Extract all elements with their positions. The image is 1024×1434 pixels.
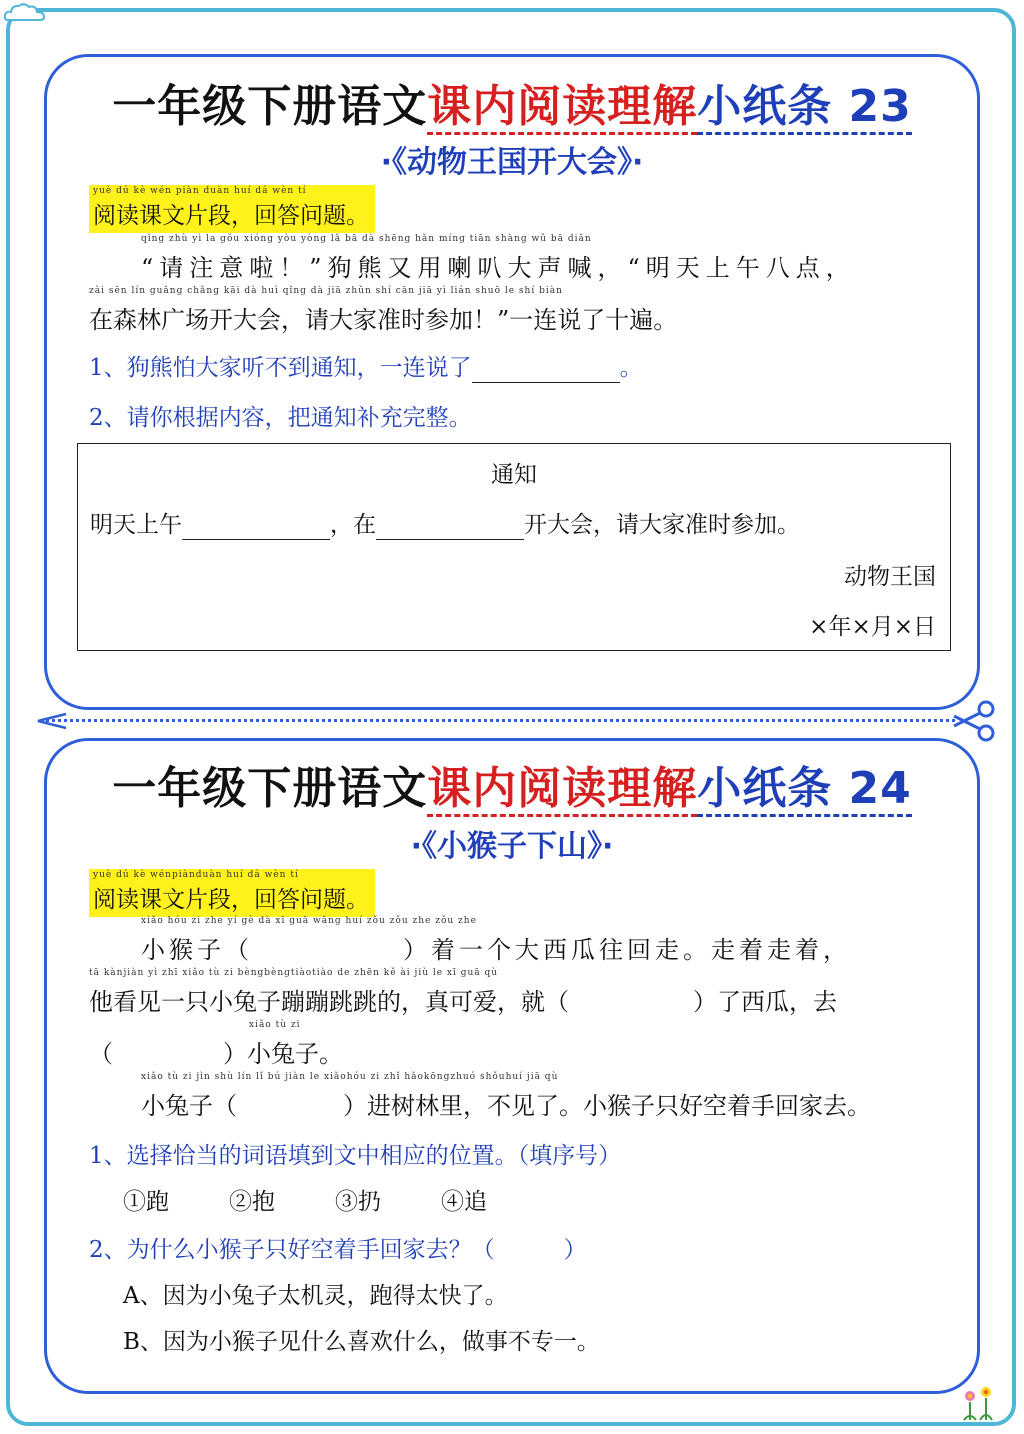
notice-date: ×年×月×日 xyxy=(809,614,936,640)
reading-card-24 xyxy=(44,738,980,1394)
passage-line: qǐng zhù yì la gǒu xióng yòu yòng lǎ bā dà shēng hǎn míng tiān shàng wǔ bā diǎn “请注意啦！”狗熊又用喇叭大声喊，“明天上午八点， xyxy=(141,234,856,282)
notice-box xyxy=(77,443,951,651)
option[interactable]: ③扔 xyxy=(335,1189,381,1215)
cloud-icon xyxy=(4,2,46,22)
instruction-banner: yuè dú kè wén piàn duàn huí dá wèn tí 阅读课文片段，回答问题。 xyxy=(89,185,375,233)
option[interactable]: ①跑 xyxy=(123,1189,169,1215)
choice-a[interactable]: A、因为小兔子太机灵，跑得太快了。 xyxy=(123,1283,508,1309)
option[interactable]: ④追 xyxy=(441,1189,487,1215)
option[interactable]: ②抱 xyxy=(229,1189,275,1215)
passage-line: xiǎo hóu zi zhe yí gè dà xī guā wǎng huí zǒu zǒu zhe zǒu zhe 小猴子（ ）着一个大西瓜往回走。走着走着， xyxy=(141,916,851,964)
flower-icon xyxy=(956,1382,1002,1422)
instruction-banner: yuè dú kè wénpiànduàn huí dá wèn tí 阅读课文片段，回答问题。 xyxy=(89,869,375,917)
lesson-title: ·《小猴子下山》· xyxy=(410,829,614,864)
passage-line: tā kànjiàn yì zhī xiǎo tù zi bèngbèngtiàotiào de zhēn kě ài jiù le xī guā qù 他看见一只小兔子蹦蹦跳跳的，真可爱，就（ ）了西瓜，去 xyxy=(89,968,837,1016)
passage-line: zài sēn lín guǎng chǎng kāi dà huì qǐng dà jiā zhǔn shí cān jiā yì lián shuō le shí biàn 在森林广场开大会，请大家准时参加！”一连说了十遍。 xyxy=(89,286,678,334)
answer-blank[interactable] xyxy=(472,358,620,383)
place-blank[interactable] xyxy=(376,515,524,540)
question-1: 1、选择恰当的词语填到文中相应的位置。（填序号） xyxy=(89,1143,622,1169)
notice-title: 通知 xyxy=(491,462,537,488)
notice-signature: 动物王国 xyxy=(844,564,936,590)
cut-line xyxy=(40,719,955,724)
question-2: 2、请你根据内容，把通知补充完整。 xyxy=(89,405,472,431)
time-blank[interactable] xyxy=(182,515,330,540)
reading-card-23 xyxy=(44,54,980,710)
question-2: 2、为什么小猴子只好空着手回家去？（ ） xyxy=(89,1237,587,1263)
passage-line: xiǎo tù zi （ ）小兔子。 xyxy=(89,1020,343,1068)
passage-line: xiǎo tù zi jìn shù lín lǐ bú jiàn le xiǎohóu zi zhǐ hǎokōngzhuó shǒuhuí jiā qù 小兔子（ ）进树林里，不见了。小猴子只好空着手回家去。 xyxy=(141,1072,871,1120)
card-title: 一年级下册语文课内阅读理解小纸条 23 xyxy=(47,79,977,135)
scissors-icon xyxy=(950,700,996,742)
notice-body: 明天上午 ，在 开大会，请大家准时参加。 xyxy=(90,512,800,538)
choice-b[interactable]: B、因为小猴子见什么喜欢什么，做事不专一。 xyxy=(123,1329,600,1355)
card-title: 一年级下册语文课内阅读理解小纸条 24 xyxy=(47,761,977,817)
question-1: 1、狗熊怕大家听不到通知，一连说了 。 xyxy=(89,355,643,381)
lesson-title: ·《动物王国开大会》· xyxy=(380,145,644,180)
